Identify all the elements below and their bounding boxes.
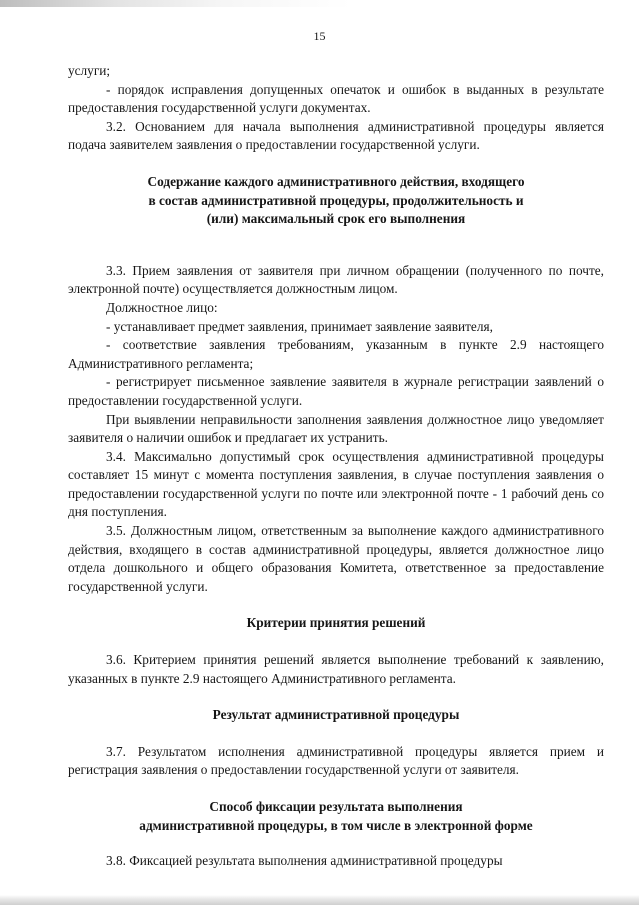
paragraph: Должностное лицо: [106, 299, 218, 315]
paragraph: 3.8. Фиксацией результата выполнения административной процедуры [106, 853, 503, 869]
section-heading [68, 173, 604, 229]
heading-line: (или) максимальный срок его выполнения [206, 211, 466, 227]
heading-line: в состав административной процедуры, продолжительность и [148, 192, 524, 208]
heading-line: Критерии принятия решений [246, 615, 426, 631]
scan-edge-top [0, 0, 639, 7]
scan-edge-bottom [0, 895, 639, 905]
paragraph: 3.6. Критерием принятия решений является выполнение требований к заявлению, указанных в пункте 2.9 настоящего Административного регламента. [68, 652, 604, 686]
section-heading [68, 614, 604, 633]
paragraph: 3.2. Основанием для начала выполнения административной процедуры является подача заявителем заявления о предоставлении государственной услуги. [68, 118, 604, 153]
paragraph: 3.3. Прием заявления от заявителя при личном обращении (полученного по почте, электронной почте) осуществляется должностным лицом. [68, 262, 604, 297]
heading-line: Способ фиксации результата выполнения [209, 799, 463, 814]
paragraph: - соответствие заявления требованиям, указанным в пункте 2.9 настоящего Административного регламента; [68, 337, 604, 371]
section-heading [68, 706, 604, 725]
paragraph: - устанавливает предмет заявления, принимает заявление заявителя, [106, 318, 493, 334]
paragraph: - порядок исправления допущенных опечаток и ошибок в выданных в результате предоставления государственной услуги документах. [68, 81, 604, 116]
document-body [68, 62, 604, 871]
paragraph: 3.5. Должностным лицом, ответственным за выполнение каждого административного действия, входящего в состав административной процедуры, является должностное лицо отдела дошкольного и общего образования Комитета, ответственное за предоставление государственной услуги. [68, 523, 604, 594]
paragraph: При выявлении неправильности заполнения заявления должностное лицо уведомляет заявителя о наличии ошибок и предлагает их устранить. [68, 411, 604, 446]
section-heading [68, 798, 604, 835]
heading-line: Результат административной процедуры [212, 707, 460, 723]
page-number: 15 [313, 29, 326, 43]
paragraph: услуги; [68, 63, 111, 78]
heading-line: Содержание каждого административного действия, входящего [147, 173, 525, 189]
heading-line: административной процедуры, в том числе в электронной форме [139, 817, 533, 833]
paragraph: 3.4. Максимально допустимый срок осуществления административной процедуры составляет 15 минут с момента поступления заявления, в случае поступления заявления о предоставлении государственной услуги по почте или электронной почте - 1 рабочий день со дня поступления. [68, 448, 604, 520]
paragraph: - регистрирует письменное заявление заявителя в журнале регистрации заявлений о предоставлении государственной услуги. [68, 374, 604, 408]
paragraph: 3.7. Результатом исполнения административной процедуры является прием и регистрация заявления о предоставлении государственной услуги от заявителя. [68, 743, 604, 778]
